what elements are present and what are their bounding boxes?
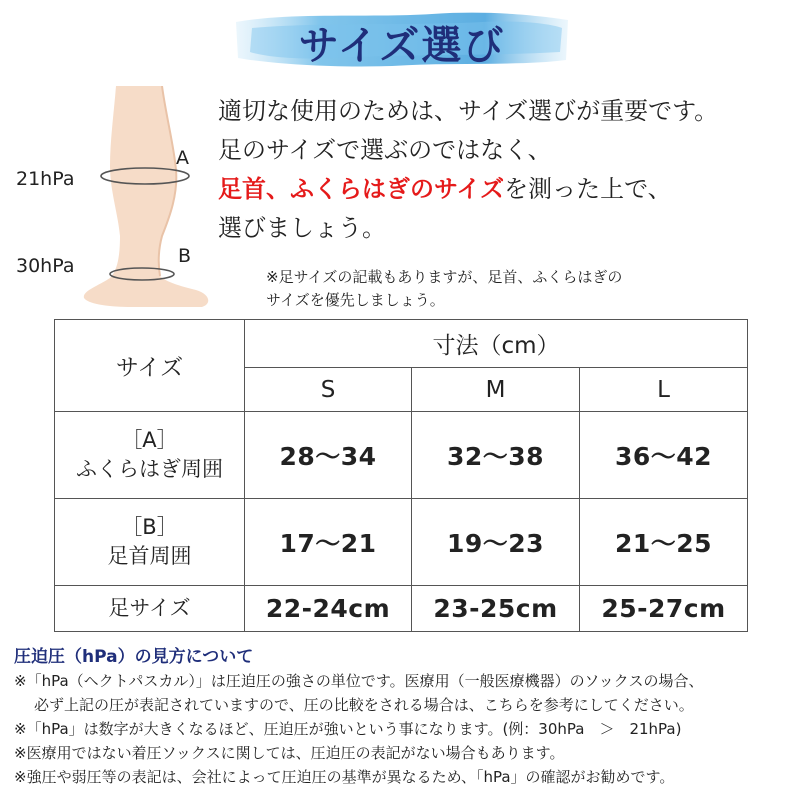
leg-icon bbox=[70, 86, 220, 311]
table-cell: 23-25cm bbox=[412, 586, 580, 632]
intro-text bbox=[218, 92, 798, 248]
table-cell: 32〜38 bbox=[412, 412, 580, 499]
table-cell: 28〜34 bbox=[245, 412, 412, 499]
size-table bbox=[54, 319, 748, 632]
size-m-header: M bbox=[412, 368, 580, 412]
table-cell: 19〜23 bbox=[412, 499, 580, 586]
size-header: サイズ bbox=[55, 320, 245, 412]
footnote-line: ※強圧や弱圧等の表記は、会社によって圧迫圧の基準が異なるため、「hPa」の確認がお勧めです。 bbox=[14, 768, 675, 786]
table-row bbox=[55, 586, 748, 632]
table-cell: 36〜42 bbox=[580, 412, 748, 499]
intro-highlight: 足首、ふくらはぎのサイズ bbox=[218, 175, 505, 203]
table-cell: 22-24cm bbox=[245, 586, 412, 632]
size-note bbox=[266, 266, 786, 312]
note-line-2: サイズを優先しましょう。 bbox=[266, 291, 445, 309]
page-title: サイズ選び bbox=[298, 23, 506, 69]
row-label-ankle bbox=[55, 499, 245, 586]
point-label-a: A bbox=[176, 147, 189, 169]
leg-illustration bbox=[70, 86, 220, 311]
intro-line-3 bbox=[218, 170, 798, 209]
row-label-line: ふくらはぎ周囲 bbox=[76, 457, 223, 481]
size-s-header: S bbox=[245, 368, 412, 412]
point-label-b: B bbox=[178, 245, 192, 267]
row-label-calf bbox=[55, 412, 245, 499]
title-banner bbox=[232, 8, 572, 70]
table-row bbox=[55, 412, 748, 499]
footnote-line: ※「hPa」は数字が大きくなるほど、圧迫圧が強いという事になります。(例：30hPa ＞ 21hPa) bbox=[14, 720, 682, 738]
footnote-heading: 圧迫圧（hPa）の見方について bbox=[14, 647, 254, 667]
intro-line-3-rest: を測った上で、 bbox=[504, 175, 672, 203]
pressure-label-a: 21hPa bbox=[16, 168, 75, 190]
table-cell: 21〜25 bbox=[580, 499, 748, 586]
table-cell: 17〜21 bbox=[245, 499, 412, 586]
row-label-foot-size: 足サイズ bbox=[55, 586, 245, 632]
footnote-line: 必ず上記の圧が表記されていますので、圧の比較をされる場合は、こちらを参考にしてください。 bbox=[34, 696, 694, 714]
table-row bbox=[55, 499, 748, 586]
table-cell: 25-27cm bbox=[580, 586, 748, 632]
footnote-line: ※医療用ではない着圧ソックスに関しては、圧迫圧の表記がない場合もあります。 bbox=[14, 744, 565, 762]
footnote-line: ※「hPa（ヘクトパスカル）」は圧迫圧の強さの単位です。医療用（一般医療機器）のソックスの場合、 bbox=[14, 672, 704, 690]
size-l-header: L bbox=[580, 368, 748, 412]
row-label-line: ［B］ bbox=[121, 515, 178, 539]
row-label-line: 足首周囲 bbox=[107, 544, 192, 568]
intro-line-1: 適切な使用のためは、サイズ選びが重要です。 bbox=[218, 97, 719, 125]
row-label-line: ［A］ bbox=[121, 428, 178, 452]
pressure-label-b: 30hPa bbox=[16, 255, 75, 277]
dimension-header: 寸法（cm） bbox=[245, 320, 748, 368]
intro-line-4: 選びましょう。 bbox=[218, 214, 386, 242]
note-line-1: ※足サイズの記載もありますが、足首、ふくらはぎの bbox=[266, 268, 623, 286]
footnotes bbox=[14, 645, 794, 789]
intro-line-2: 足のサイズで選ぶのではなく、 bbox=[218, 136, 552, 164]
